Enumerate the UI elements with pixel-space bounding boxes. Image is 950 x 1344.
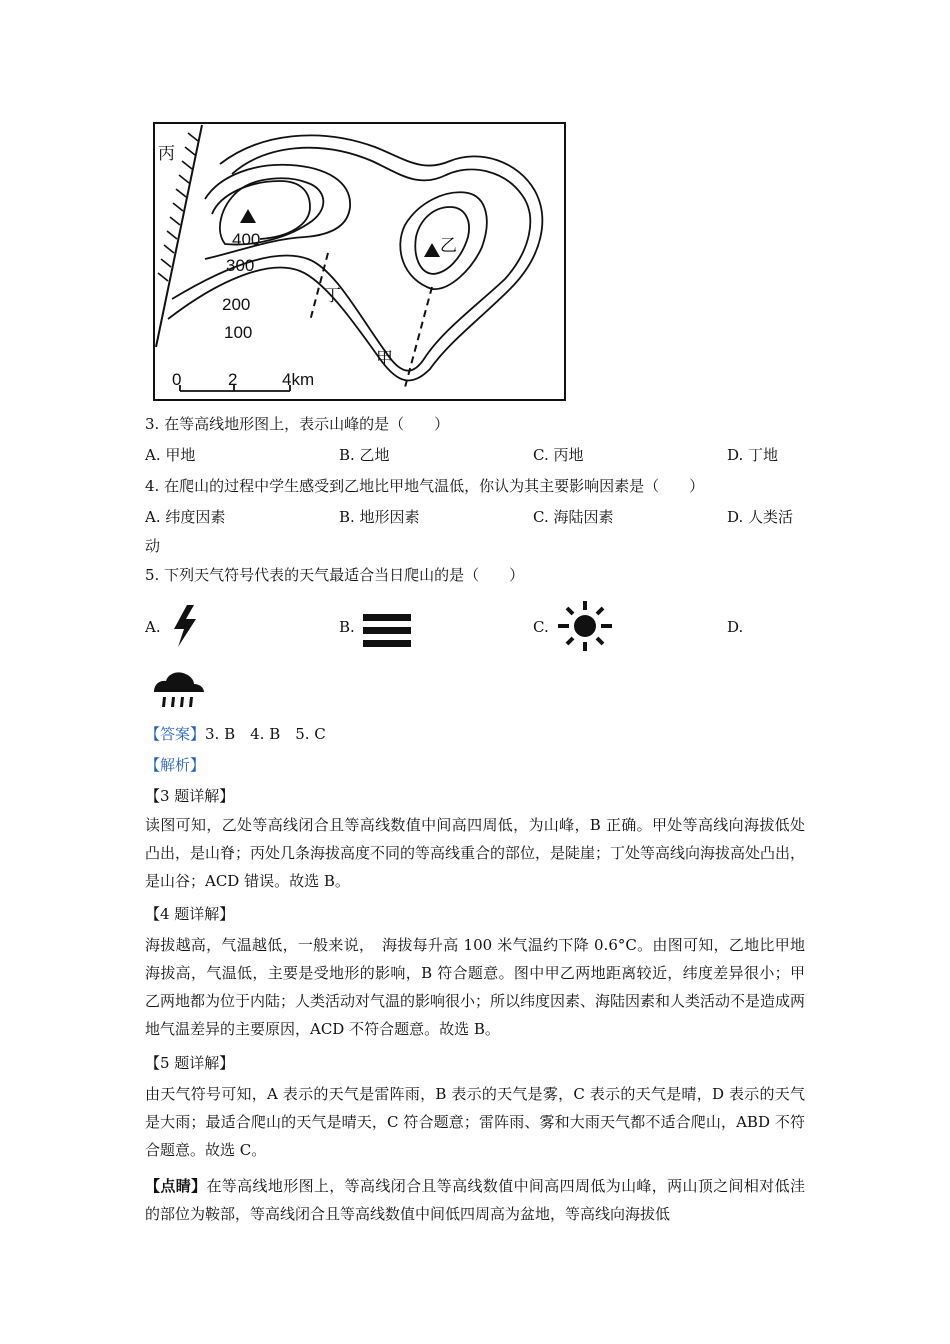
analysis-tag: 【解析】 [145,756,206,774]
q3-detail-heading: 【3 题详解】 [145,787,235,805]
q4-option-d: D. 人类活 [727,508,794,526]
answer-line [145,724,326,744]
label-yi: 乙 [440,236,457,255]
q5-detail-text: 由天气符号可知，A 表示的天气是雷阵雨，B 表示的天气是雾，C 表示的天气是晴，D 表示的天气是大雨；最适合爬山的天气是晴天，C 符合题意；雷阵雨、雾和大雨天气都不适合爬山，ABD 不符合题意。故选 C。 [145,1085,805,1159]
fog-icon [363,612,411,650]
q4-stem: 4. 在爬山的过程中学生感受到乙地比甲地气温低，你认为其主要影响因素是（ ） [145,477,705,495]
q5-option-a: A. [145,618,161,636]
heavy-rain-icon [150,670,206,710]
q5-detail-heading: 【5 题详解】 [145,1054,235,1072]
answer-text: 3. B 4. B 5. C [205,725,326,743]
contour-label-400: 400 [232,230,261,249]
q3-stem: 3. 在等高线地形图上，表示山峰的是（ ） [145,415,450,433]
q3-option-c: C. 丙地 [533,446,584,464]
q5-option-d: D. [727,618,744,636]
q5-option-b: B. [339,618,355,636]
scale-label-4: 4km [282,370,315,389]
label-bing: 丙 [158,144,175,163]
contour-label-200: 200 [222,295,251,314]
sun-icon [557,600,613,652]
q5-option-c: C. [533,618,549,636]
contour-map [150,119,570,404]
scale-label-2: 2 [228,370,238,389]
q4-option-c: C. 海陆因素 [533,508,614,526]
q3-option-a: A. 甲地 [145,446,196,464]
q4-detail-text: 海拔越高，气温越低，一般来说， 海拔每升高 100 米气温约下降 0.6°C。由图可知，乙地比甲地海拔高，气温低，主要是受地形的影响，B 符合题意。图中甲乙两地距离较近，纬度差异很小；甲乙两地都为位于内陆；人类活动对气温的影响很小；所以纬度因素、海陆因素和人类活动不是造成两地气温差异的主要原因，ACD 不符合题意。故选 B。 [145,936,806,1038]
q3-detail-text: 读图可知，乙处等高线闭合且等高线数值中间高四周低，为山峰，B 正确。甲处等高线向海拔低处凸出，是山脊；丙处几条海拔高度不同的等高线重合的部位，是陡崖；丁处等高线向海拔高处凸出，是山谷；ACD 错误。故选 B。 [145,816,806,890]
answer-tag: 【答案】 [145,725,206,743]
label-ding: 丁 [324,286,341,305]
tip-paragraph [145,1172,805,1228]
q3-option-d: D. 丁地 [727,446,779,464]
contour-label-100: 100 [224,323,253,342]
map-frame [154,123,565,400]
q5-stem: 5. 下列天气符号代表的天气最适合当日爬山的是（ ） [145,566,525,584]
contour-lines [168,135,542,380]
scale-label-0: 0 [172,370,182,389]
tip-tag: 【点睛】 [145,1177,207,1195]
label-jia: 甲 [376,349,393,368]
tip-text: 在等高线地形图上，等高线闭合且等高线数值中间高四周低为山峰，两山顶之间相对低洼的部位为鞍部，等高线闭合且等高线数值中间低四周高为盆地，等高线向海拔低 [145,1177,805,1223]
peak-triangle-icon [240,209,256,223]
q4-option-d-wrap: 动 [145,537,161,555]
peak-triangle-icon [424,243,440,257]
q3-option-b: B. 乙地 [339,446,390,464]
q4-detail-heading: 【4 题详解】 [145,905,235,923]
thunderstorm-icon [170,603,200,649]
contour-label-300: 300 [226,256,255,275]
contour-100-line [168,135,542,380]
q4-option-a: A. 纬度因素 [145,508,226,526]
q4-option-b: B. 地形因素 [339,508,420,526]
